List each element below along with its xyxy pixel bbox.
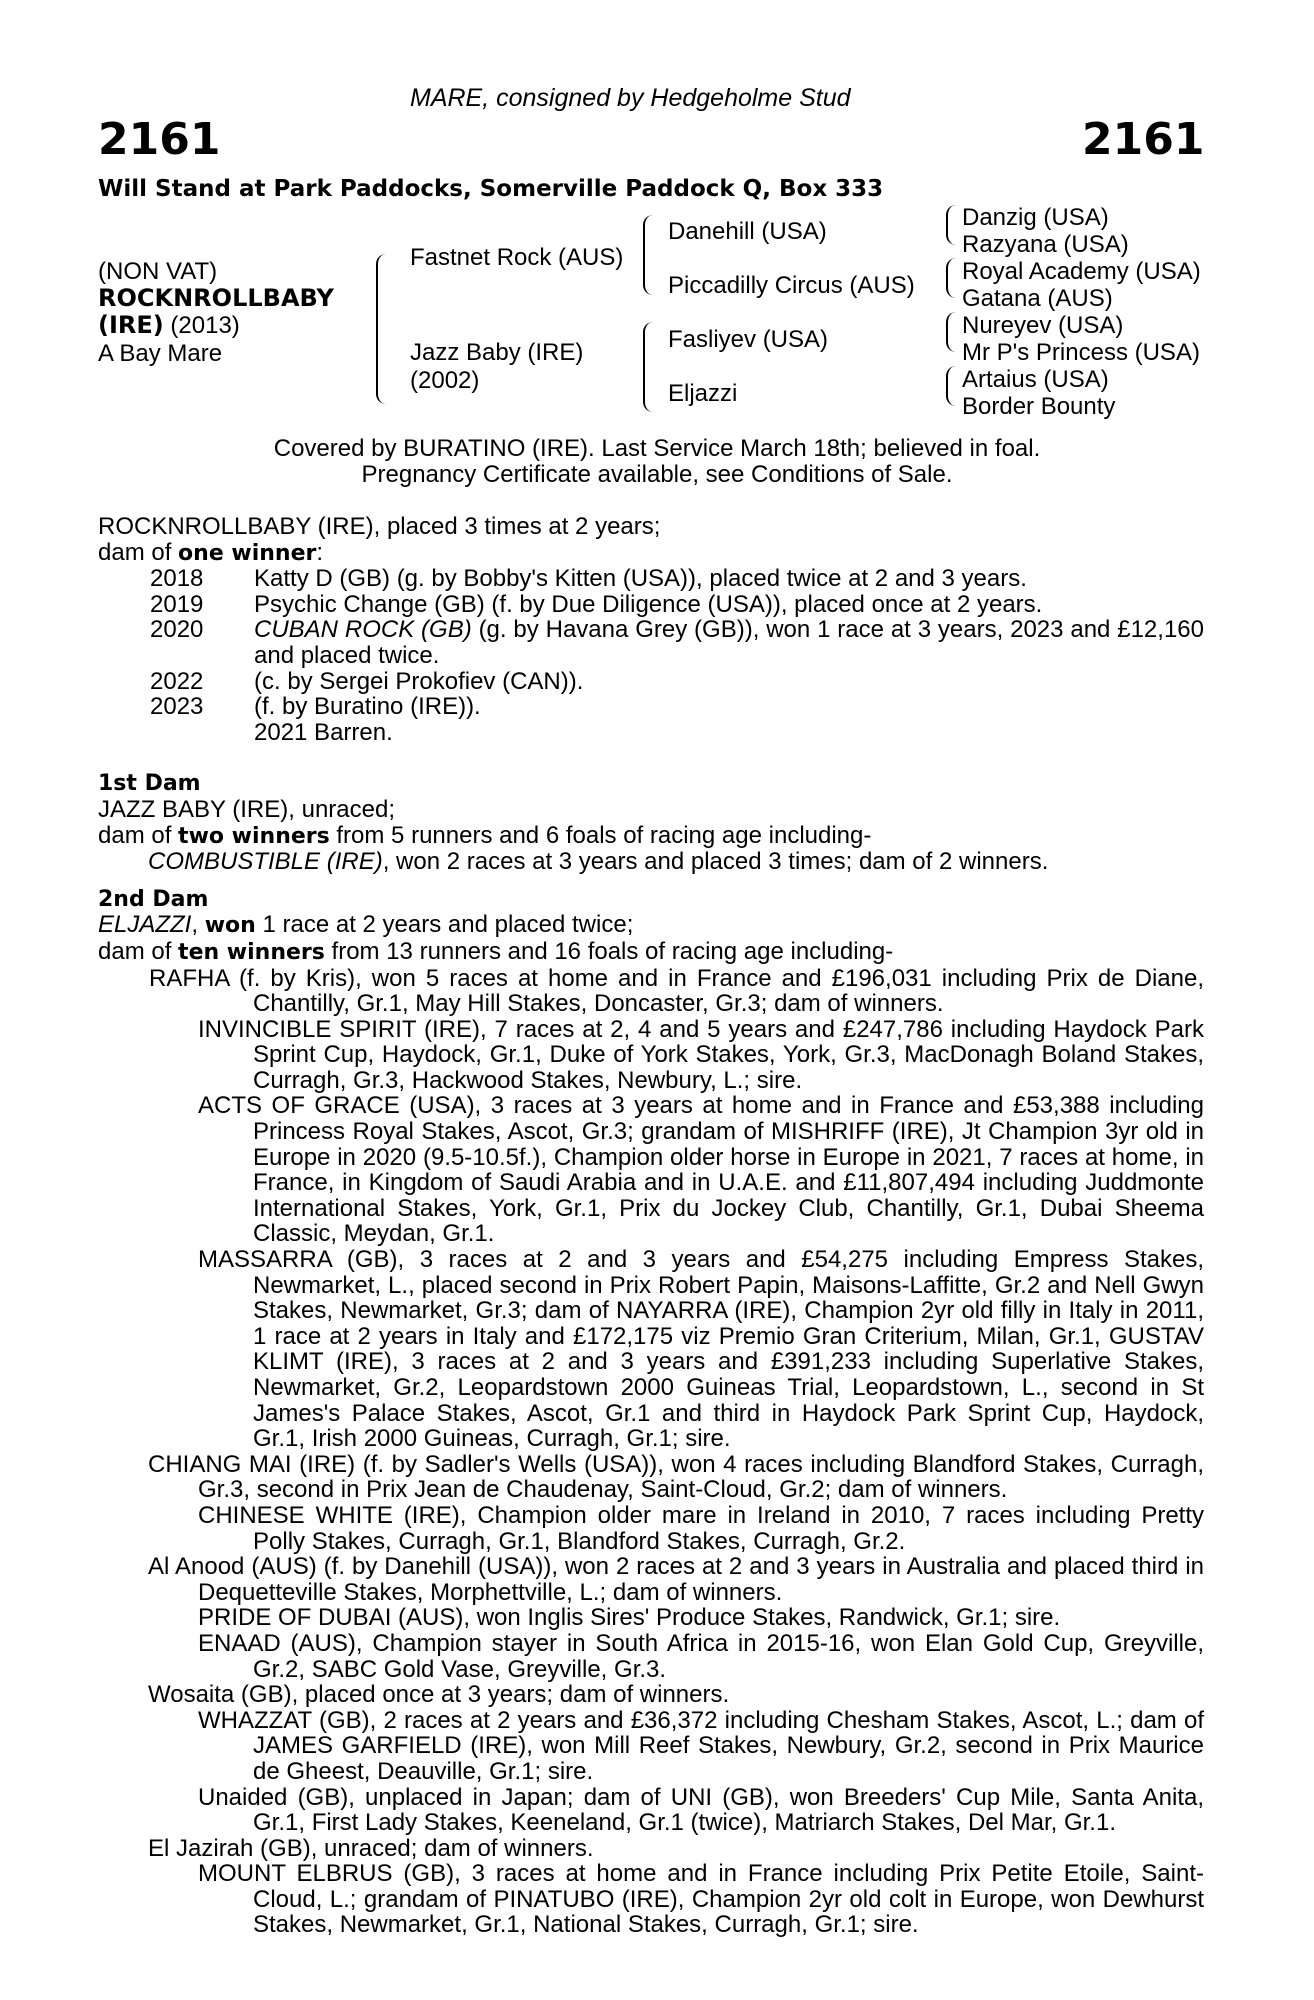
produce-year: 2022 xyxy=(150,667,204,695)
produce-dam-of-bold: one winner xyxy=(178,540,317,566)
produce-intro: ROCKNROLLBABY (IRE), placed 3 times at 2 years; xyxy=(98,513,661,540)
catalogue-body xyxy=(98,514,1204,1938)
lot-number-left: 2161 xyxy=(98,114,221,165)
produce-text: (f. by Buratino (IRE)). xyxy=(254,693,481,721)
entry-mount-elbrus: MOUNT ELBRUS (GB), 3 races at home and in France including Prix Petite Etoile, Saint-Cloud, L.; grandam of PINATUBO (IRE), Champion 2yr old colt in Europe, won Dewhurst Stakes, Newmarket, Gr.1, National Stakes, Curragh, Gr.1; sire. xyxy=(198,1860,1204,1939)
produce-text: Psychic Change (GB) (f. by Due Diligence (USA)), placed once at 2 years. xyxy=(254,590,1043,618)
stand-location: Will Stand at Park Paddocks, Somerville Paddock Q, Box 333 xyxy=(98,176,884,202)
cover-note-line1: Covered by BURATINO (IRE). Last Service March 18th; believed in foal. xyxy=(273,435,1041,462)
first-dam-line2-suffix: from 5 runners and 6 foals of racing age including- xyxy=(329,821,872,849)
entry-rafha: RAFHA (f. by Kris), won 5 races at home and in France and £196,031 including Prix de Diane, Chantilly, Gr.1, May Hill Stakes, Doncaster, Gr.3; dam of winners. xyxy=(149,964,1204,1018)
produce-text: 2021 Barren. xyxy=(254,718,393,746)
produce-row xyxy=(98,592,1204,618)
pedigree-g7: Artaius (USA) xyxy=(962,366,1109,393)
entry-wosaita: Wosaita (GB), placed once at 3 years; dam of winners. xyxy=(148,1681,730,1709)
entry-pride-of-dubai: PRIDE OF DUBAI (AUS), won Inglis Sires' Produce Stakes, Randwick, Gr.1; sire. xyxy=(198,1604,1061,1632)
vat-status: (NON VAT) xyxy=(98,258,218,285)
lot-number-right: 2161 xyxy=(1082,114,1205,165)
eljazzi-name: ELJAZZI xyxy=(98,911,192,939)
pedigree-g2: Razyana (USA) xyxy=(962,231,1129,258)
produce-dam-of-prefix: dam of xyxy=(98,538,179,566)
first-dam-line2-bold: two winners xyxy=(178,823,330,849)
entry-unaided: Unaided (GB), unplaced in Japan; dam of UNI (GB), won Breeders' Cup Mile, Santa Anita, Gr.1, First Lady Stakes, Keeneland, Gr.1 (twice), Matriarch Stakes, Del Mar, Gr.1. xyxy=(198,1783,1204,1837)
brace-g78 xyxy=(946,366,956,406)
first-dam-line1: JAZZ BABY (IRE), unraced; xyxy=(98,795,395,823)
second-dam-line2-suffix: from 13 runners and 16 foals of racing age including- xyxy=(324,937,894,965)
pedigree-g4: Gatana (AUS) xyxy=(962,285,1113,312)
brace-sire xyxy=(643,215,655,295)
entry-whazzat: WHAZZAT (GB), 2 races at 2 years and £36,372 including Chesham Stakes, Ascot, L.; dam of JAMES GARFIELD (IRE), won Mill Reef Stakes, Newbury, Gr.2, second in Prix Maurice de Gheest, Deauville, Gr.1; sire. xyxy=(198,1706,1204,1785)
produce-year xyxy=(98,720,254,746)
produce-year: 2020 xyxy=(150,616,204,644)
horse-description: A Bay Mare xyxy=(98,340,223,367)
entry-chinese-white: CHINESE WHITE (IRE), Champion older mare in Ireland in 2010, 7 races including Pretty Polly Stakes, Curragh, Gr.1, Blandford Stakes, Curragh, Gr.2. xyxy=(198,1501,1204,1555)
horse-year: (2013) xyxy=(170,312,240,339)
brace-g12 xyxy=(946,205,956,245)
produce-year: 2019 xyxy=(150,590,204,618)
first-dam-line2 xyxy=(98,823,1204,850)
pedigree-g6: Mr P's Princess (USA) xyxy=(962,339,1200,366)
entry-acts-of-grace: ACTS OF GRACE (USA), 3 races at 3 years at home and in France and £53,388 including Princess Royal Stakes, Ascot, Gr.3; grandam of MISHRIFF (IRE), Jt Champion 3yr old in Europe in 2020 (9.5-10.5f.), Champion older horse in Europe in 2021, 7 races at home, in France, in Kingdom of Saudi Arabia and in U.A.E. and £11,807,494 including Juddmonte International Stakes, York, Gr.1, Prix du Jockey Club, Chantilly, Gr.1, Dubai Sheema Classic, Meydan, Gr.1. xyxy=(198,1092,1204,1248)
produce-dam-of-suffix: : xyxy=(316,538,324,566)
second-dam-line2-prefix: dam of xyxy=(98,937,179,965)
entry-el-jazirah: El Jazirah (GB), unraced; dam of winners. xyxy=(148,1834,594,1862)
brace-g56 xyxy=(946,312,956,352)
entry-massarra: MASSARRA (GB), 3 races at 2 and 3 years and £54,275 including Empress Stakes, Newmarket, L., placed second in Prix Robert Papin, Maisons-Laffitte, Gr.2 and Nell Gwyn Stakes, Newmarket, Gr.3; dam of NAYARRA (IRE), Champion 2yr old filly in Italy in 2011, 1 race at 2 years in Italy and £172,175 viz Premio Gran Criterium, Milan, Gr.1, GUSTAV KLIMT (IRE), 3 races at 2 and 3 years and £391,233 including Superlative Stakes, Newmarket, Gr.2, Leopardstown 2000 Guineas Trial, Leopardstown, L., second in St James's Palace Stakes, Ascot, Gr.1 and third in Haydock Park Sprint Cup, Haydock, Gr.1, Irish 2000 Guineas, Curragh, Gr.1; sire. xyxy=(198,1246,1204,1453)
entry-enaad: ENAAD (AUS), Champion stayer in South Africa in 2015-16, won Elan Gold Cup, Greyville, Gr.2, SABC Gold Vase, Greyville, Gr.3. xyxy=(198,1629,1204,1683)
horse-name: ROCKNROLLBABY xyxy=(98,284,334,312)
second-dam-line2 xyxy=(98,939,1204,966)
cover-note-line2: Pregnancy Certificate available, see Conditions of Sale. xyxy=(361,461,953,488)
pedigree-sire-dam: Piccadilly Circus (AUS) xyxy=(668,272,915,299)
first-dam-progeny xyxy=(148,849,1204,875)
horse-origin-year xyxy=(98,312,240,339)
pedigree-sire: Fastnet Rock (AUS) xyxy=(410,244,624,271)
produce-text: Katty D (GB) (g. by Bobby's Kitten (USA)), placed twice at 2 and 3 years. xyxy=(254,565,1027,593)
pedigree-sire-sire: Danehill (USA) xyxy=(668,218,827,245)
eljazzi-text: 1 race at 2 years and placed twice; xyxy=(255,911,634,939)
entry-al-anood: Al Anood (AUS) (f. by Danehill (USA)), won 2 races at 2 and 3 years in Australia and placed third in Dequetteville Stakes, Morphettville, L.; dam of winners. xyxy=(148,1553,1204,1606)
produce-italic-name: CUBAN ROCK (GB) xyxy=(254,616,472,644)
produce-row xyxy=(98,720,1204,746)
first-dam-line2-prefix: dam of xyxy=(98,821,179,849)
produce-text: (c. by Sergei Prokofiev (CAN)). xyxy=(254,667,584,695)
produce-text xyxy=(254,617,1204,668)
second-dam-line1 xyxy=(98,912,1204,939)
produce-year: 2018 xyxy=(150,565,204,593)
eljazzi-sep: , xyxy=(191,911,205,939)
produce-row xyxy=(98,566,1204,592)
entry-invincible-spirit: INVINCIBLE SPIRIT (IRE), 7 races at 2, 4 and 5 years and £247,786 including Haydock Park Sprint Cup, Haydock, Gr.1, Duke of York Stakes, York, Gr.3, MacDonagh Boland Stakes, Curragh, Gr.3, Hackwood Stakes, Newbury, L.; sire. xyxy=(198,1015,1204,1094)
pedigree-dam: Jazz Baby (IRE) xyxy=(410,339,584,366)
first-dam-heading: 1st Dam xyxy=(98,771,201,797)
pedigree-dam-sire: Fasliyev (USA) xyxy=(668,326,829,353)
horse-origin: (IRE) xyxy=(98,311,164,339)
consignment-line: MARE, consigned by Hedgeholme Stud xyxy=(410,84,851,112)
combustible-name: COMBUSTIBLE (IRE) xyxy=(148,848,383,876)
produce-year: 2023 xyxy=(150,693,204,721)
pedigree-g8: Border Bounty xyxy=(962,393,1116,420)
produce-text-rest: (g. by Havana Grey (GB)), won 1 race at 3 years, 2023 and £12,160 and placed twice. xyxy=(254,616,1204,669)
pedigree-dam-year: (2002) xyxy=(410,367,480,394)
pedigree-g1: Danzig (USA) xyxy=(962,204,1109,231)
pedigree-g3: Royal Academy (USA) xyxy=(962,258,1201,285)
second-dam-heading: 2nd Dam xyxy=(98,886,209,912)
produce-row xyxy=(98,669,1204,695)
brace-g34 xyxy=(946,258,956,298)
pedigree-g5: Nureyev (USA) xyxy=(962,312,1124,339)
brace-dam xyxy=(643,322,655,412)
produce-row xyxy=(98,617,1204,668)
pedigree-dam-dam: Eljazzi xyxy=(668,380,738,407)
brace-main xyxy=(376,254,390,404)
eljazzi-won: won xyxy=(204,913,256,939)
second-dam-line2-bold: ten winners xyxy=(178,939,325,965)
produce-row xyxy=(98,694,1204,720)
produce-dam-of xyxy=(98,540,1204,567)
entry-chiang-mai: CHIANG MAI (IRE) (f. by Sadler's Wells (USA)), won 4 races including Blandford Stakes, Curragh, Gr.3, second in Prix Jean de Chaudenay, Saint-Cloud, Gr.2; dam of winners. xyxy=(148,1450,1204,1504)
combustible-text: , won 2 races at 3 years and placed 3 times; dam of 2 winners. xyxy=(382,848,1049,876)
